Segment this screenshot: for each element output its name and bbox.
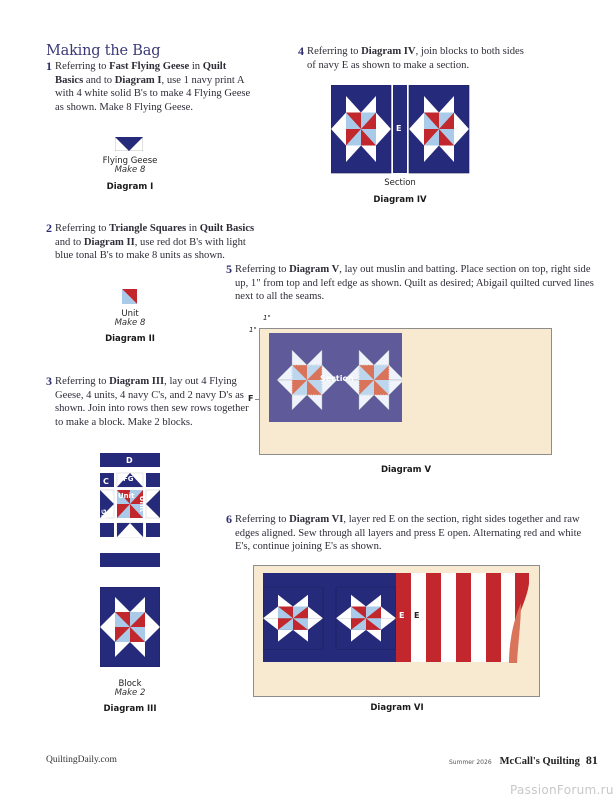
piece-label-fg-left: FG <box>99 509 108 519</box>
triangle-square-unit-illustration <box>122 289 137 304</box>
step-3: 3 Referring to Diagram III, lay out 4 Flying Geese, 4 units, 4 navy C's, and 2 navy D's as shown. Join into rows then sew rows together to make a block. Make 2 blocks. <box>46 374 249 428</box>
piece-label-e-white: E <box>414 611 420 620</box>
diagram-3-note: Make 2 <box>114 688 146 698</box>
diagram-3-title: Diagram III <box>103 704 157 714</box>
diagram-6-title: Diagram VI <box>370 703 424 713</box>
step-number: 2 <box>46 221 52 235</box>
diagram-2-note: Make 8 <box>114 318 146 328</box>
block-layout-exploded <box>100 453 160 568</box>
piece-label-f: F <box>248 394 254 403</box>
step-number: 3 <box>46 374 52 388</box>
step-4: 4 Referring to Diagram IV, join blocks to both sides of navy E as shown to make a section. <box>298 44 524 71</box>
diagram-4-title: Diagram IV <box>373 195 427 205</box>
step-5: 5 Referring to Diagram V, lay out muslin and batting. Place section on top, right side up, 1" from top and left edge as shown. Quilt as desired; Abigail quilted curved lines next to all the seams. <box>226 262 594 303</box>
diagram-5-title: Diagram V <box>380 465 432 475</box>
step-number: 4 <box>298 44 304 58</box>
flying-geese-illustration <box>115 136 143 150</box>
diagram-2-label: Unit <box>121 309 139 319</box>
step-6: 6 Referring to Diagram VI, layer red E on the section, right sides together and raw edges aligned. Sew through all layers and press E open. Alternating red and white E's, continue joining E's as shown. <box>226 512 582 553</box>
leader-line <box>255 399 260 400</box>
section-label: Section <box>320 374 354 383</box>
piece-label-unit-a: Unit <box>118 492 135 500</box>
step-2: 2 Referring to Triangle Squares in Quilt Basics and to Diagram II, use red dot B's with light blue tonal B's to make 8 units as shown. <box>46 221 255 262</box>
step-1: 1 Referring to Fast Flying Geese in Quilt Basics and to Diagram I, use 1 navy print A with 4 white solid B's to make 4 Flying Geese as shown. Make 8 Flying Geese. <box>46 59 251 113</box>
piece-label-unit-b: Unit <box>138 495 147 513</box>
step-number: 5 <box>226 262 232 276</box>
piece-label-fg-top: FG <box>123 475 134 483</box>
diagram-3-label: Block <box>118 679 142 689</box>
footer-season: Summer 2026 <box>449 759 492 766</box>
footer-masthead <box>449 753 598 768</box>
measure-top: 1" <box>263 314 271 322</box>
flag-illustration <box>263 573 533 663</box>
diagram-1-note: Make 8 <box>114 165 146 175</box>
page-number: 81 <box>585 753 598 767</box>
section-heading: Making the Bag <box>46 43 161 59</box>
piece-label-e: E <box>396 124 402 133</box>
piece-label-e-red: E <box>399 611 405 620</box>
measure-left: 1" <box>249 326 257 334</box>
diagram-4-label: Section <box>384 178 416 188</box>
footer-website: QuiltingDaily.com <box>46 755 117 765</box>
footer-magazine: McCall's Quilting <box>499 756 580 767</box>
watermark: PassionForum.ru <box>510 783 614 797</box>
step-number: 1 <box>46 59 52 73</box>
piece-label-c: C <box>103 477 109 486</box>
diagram-2-title: Diagram II <box>105 334 155 344</box>
step-number: 6 <box>226 512 232 526</box>
finished-star-block <box>100 587 160 667</box>
piece-label-d: D <box>126 456 133 465</box>
diagram-1-title: Diagram I <box>106 182 154 192</box>
diagram-1-label: Flying Geese <box>102 156 158 166</box>
